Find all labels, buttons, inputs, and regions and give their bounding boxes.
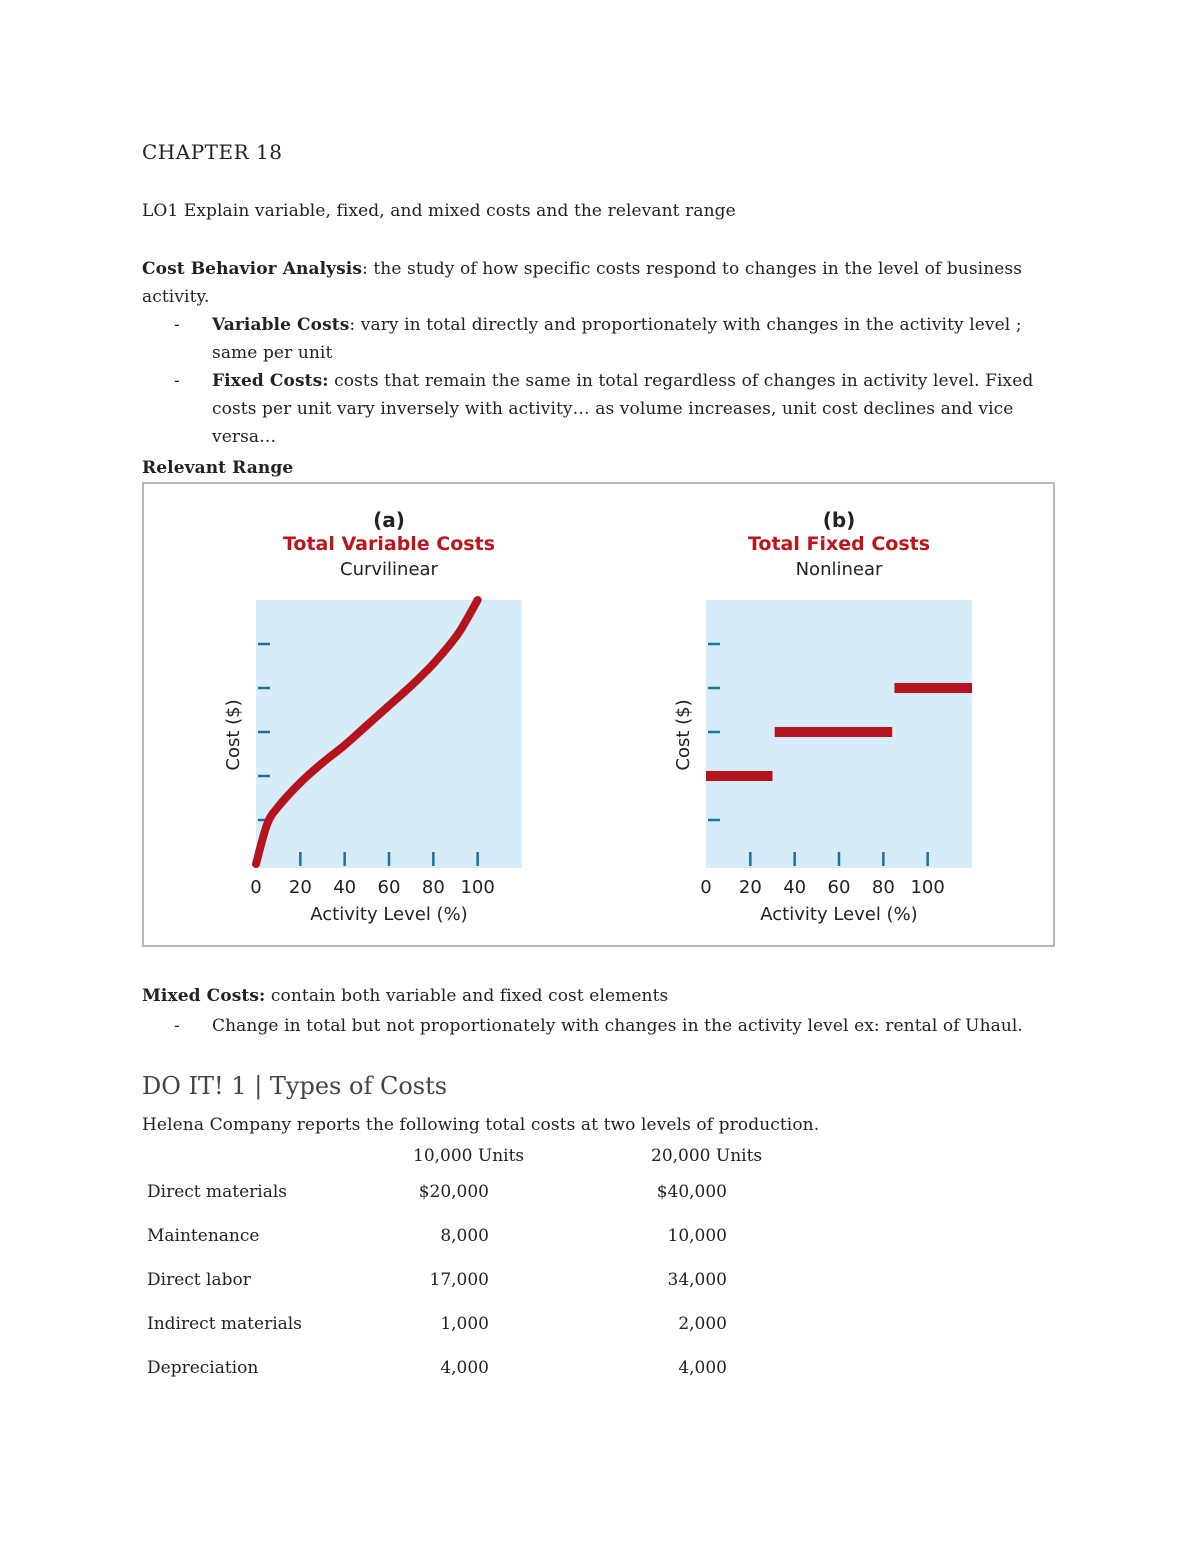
- x-axis-label: Activity Level (%): [310, 904, 468, 925]
- table-header-row: [142, 1142, 889, 1170]
- cost-behavior-definition: : the study of how specific costs respond to changes in the level of business activity.: [142, 259, 1023, 307]
- y-axis-label: Cost ($): [673, 699, 694, 771]
- bullet-fixed-costs: - Fixed Costs: costs that remain the same in total regardless of changes in activity level. Fixed costs per unit vary inversely with activity… as volume increases, unit cost declines and vice versa…: [174, 371, 1034, 447]
- chart-title: Total Variable Costs: [282, 533, 496, 555]
- chart-title: Total Fixed Costs: [747, 533, 931, 555]
- row-label: Depreciation: [147, 1358, 259, 1378]
- variable-costs-term: Variable Costs: [212, 315, 350, 335]
- cost-charts: [144, 484, 1053, 945]
- table-row: [142, 1170, 889, 1214]
- plot-area: [256, 600, 522, 868]
- row-label: Indirect materials: [147, 1314, 302, 1334]
- x-tick-label: 0: [700, 877, 712, 898]
- value-20000-units: $40,000: [656, 1182, 727, 1202]
- mixed-costs-section: [142, 982, 1072, 1040]
- x-tick-label: 100: [460, 877, 495, 898]
- value-10000-units: 17,000: [429, 1270, 489, 1290]
- x-tick-label: 80: [871, 877, 895, 898]
- chart-subtitle: Nonlinear: [795, 559, 883, 580]
- value-20000-units: 10,000: [667, 1226, 727, 1246]
- table-row: [142, 1258, 889, 1302]
- value-10000-units: $20,000: [418, 1182, 489, 1202]
- header-20000-units: 20,000 Units: [651, 1146, 763, 1166]
- header-10000-units: 10,000 Units: [413, 1146, 525, 1166]
- cost-behavior-paragraph: [142, 255, 1062, 311]
- value-20000-units: 4,000: [678, 1358, 727, 1378]
- y-axis-label: Cost ($): [223, 699, 244, 771]
- mixed-costs-term: Mixed Costs:: [142, 986, 266, 1006]
- doit-heading: DO IT! 1 | Types of Costs: [142, 1072, 448, 1100]
- table-row: [142, 1302, 889, 1346]
- doit-intro: Helena Company reports the following total costs at two levels of production.: [142, 1115, 820, 1135]
- x-tick-label: 40: [783, 877, 807, 898]
- cost-behavior-term: Cost Behavior Analysis: [142, 259, 363, 279]
- variable-costs-text: : vary in total directly and proportionately with changes in the activity level ; same per unit: [212, 315, 1022, 363]
- relevant-range-figure: [142, 482, 1055, 947]
- mixed-costs-text: contain both variable and fixed cost elements: [265, 986, 669, 1006]
- row-label: Direct labor: [147, 1270, 251, 1290]
- value-10000-units: 4,000: [440, 1358, 489, 1378]
- value-10000-units: 8,000: [440, 1226, 489, 1246]
- chart-panel-label: (a): [373, 508, 405, 532]
- chart-panel-label: (b): [822, 508, 856, 532]
- x-tick-label: 40: [333, 877, 357, 898]
- relevant-range-heading: Relevant Range: [142, 458, 294, 478]
- mixed-costs-bullet-text: Change in total but not proportionately with changes in the activity level ex: rental of Uhaul.: [212, 1016, 1023, 1036]
- fixed-costs-text: costs that remain the same in total regardless of changes in activity level. Fixed costs per unit vary inversely with activity… as volume increases, unit cost declines and vice versa…: [212, 371, 1034, 447]
- x-tick-label: 20: [288, 877, 312, 898]
- cost-type-bullets: [142, 311, 1072, 451]
- value-20000-units: 2,000: [678, 1314, 727, 1334]
- table-row: [142, 1214, 889, 1258]
- cost-table: [142, 1142, 889, 1390]
- x-axis-label: Activity Level (%): [760, 904, 918, 925]
- learning-objective: LO1 Explain variable, fixed, and mixed costs and the relevant range: [142, 201, 736, 221]
- x-tick-label: 20: [738, 877, 762, 898]
- x-tick-label: 0: [250, 877, 262, 898]
- value-20000-units: 34,000: [667, 1270, 727, 1290]
- x-tick-label: 60: [377, 877, 401, 898]
- chart-subtitle: Curvilinear: [340, 559, 438, 580]
- bullet-variable-costs: - Variable Costs: vary in total directly and proportionately with changes in the activity level ; same per unit: [174, 315, 1022, 363]
- x-tick-label: 80: [421, 877, 445, 898]
- value-10000-units: 1,000: [440, 1314, 489, 1334]
- chapter-title: CHAPTER 18: [142, 140, 283, 164]
- x-tick-label: 100: [910, 877, 945, 898]
- row-label: Maintenance: [147, 1226, 260, 1246]
- mixed-costs-line: [142, 982, 1072, 1010]
- table-body: [142, 1170, 889, 1390]
- table-row: [142, 1346, 889, 1390]
- bullet-mixed-costs: - Change in total but not proportionately with changes in the activity level ex: rental of Uhaul.: [174, 1016, 1023, 1036]
- x-tick-label: 60: [827, 877, 851, 898]
- row-label: Direct materials: [147, 1182, 288, 1202]
- fixed-costs-term: Fixed Costs:: [212, 371, 329, 391]
